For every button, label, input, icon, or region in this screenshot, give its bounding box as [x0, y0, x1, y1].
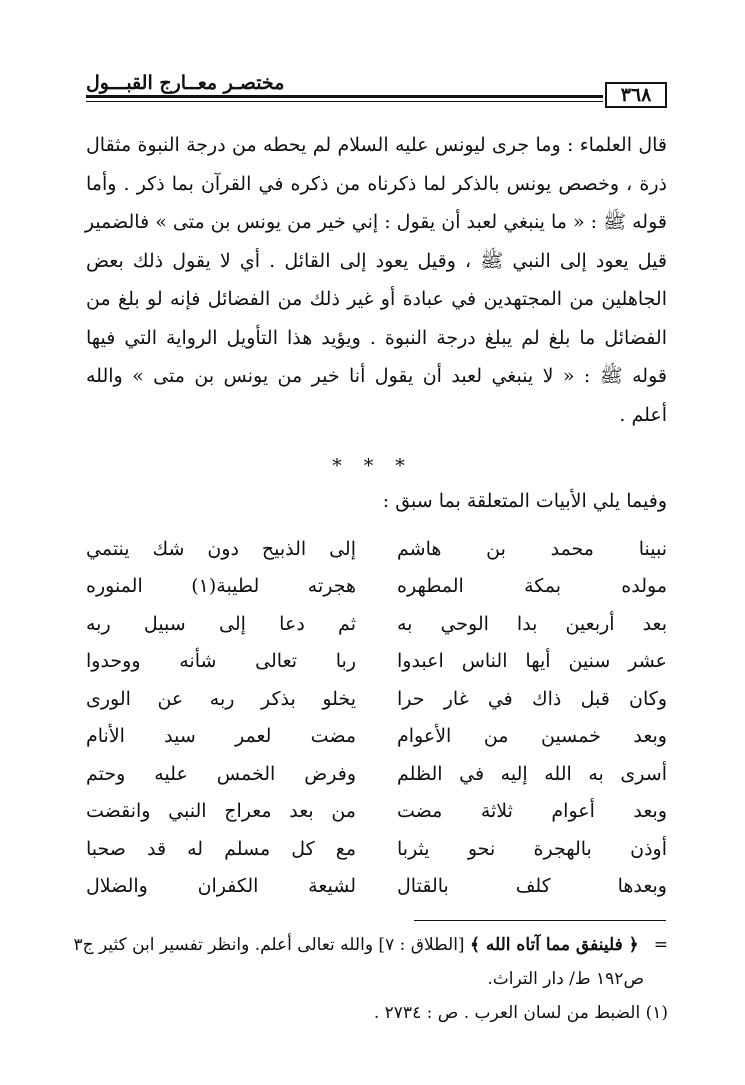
- paragraph-line: قوله ﷺ : « ما ينبغي لعبد أن يقول : إني خير من يونس بن متى » فالضمير: [84, 211, 667, 233]
- verse-first-hemistich: أوذن بالهجرة نحو يثربا: [397, 837, 667, 860]
- verse-row: [86, 605, 667, 643]
- verse-second-hemistich: لشيعة الكفران والضلال: [86, 875, 356, 898]
- footnote-continuation: [70, 928, 668, 962]
- quran-quote: ﴿ فلينفق مما آتاه الله ﴾: [469, 935, 639, 955]
- verse-second-hemistich: وفرض الخمس عليه وحتم: [86, 762, 356, 785]
- footnote-text: [الطلاق : ٧] والله تعالى أعلم. وانظر تفسير ابن كثير ج٣: [73, 935, 465, 955]
- page-number: ٣٦٨: [605, 82, 667, 108]
- verse-row: [86, 830, 667, 868]
- paragraph-line: ذرة ، وخصص يونس بالذكر لما ذكرناه من ذكره في القرآن بما ذكر . وأما: [86, 172, 667, 195]
- verse-second-hemistich: مضت لعمر سيد الأنام: [86, 725, 356, 748]
- footnote-rule: [414, 920, 666, 921]
- footnote-1-marker: (١): [645, 1003, 668, 1023]
- verse-first-hemistich: أسرى به الله إليه في الظلم: [397, 762, 667, 785]
- verse-first-hemistich: عشر سنين أيها الناس اعبدوا: [397, 650, 667, 673]
- body-paragraph: [86, 126, 667, 434]
- running-title: مختصـر معــارج القبـــول: [86, 72, 285, 94]
- verse-row: [86, 868, 667, 906]
- paragraph-line: أعلم .: [619, 403, 667, 426]
- paragraph-line: قوله ﷺ : « لا ينبغي لعبد أن يقول أنا خير من يونس بن متى » والله: [86, 365, 667, 387]
- verse-first-hemistich: نبينا محمد بن هاشم: [397, 537, 667, 560]
- verse-first-hemistich: وبعدها كلف بالقتال: [397, 875, 667, 898]
- verse-second-hemistich: هجرته لطيبة(١) المنوره: [86, 575, 356, 598]
- footnotes: [70, 928, 668, 1030]
- footnote-1: [70, 996, 668, 1030]
- verse-second-hemistich: ثم دعا إلى سبيل ربه: [86, 612, 356, 635]
- verse-second-hemistich: من بعد معراج النبي وانقضت: [86, 800, 356, 823]
- header-rule-thin: [86, 101, 603, 102]
- verse-row: [86, 718, 667, 756]
- header-rule-thick: [86, 95, 603, 98]
- section-separator: * * *: [332, 455, 413, 477]
- verse-row: [86, 680, 667, 718]
- verse-row: [86, 530, 667, 568]
- verse-second-hemistich: إلى الذبيح دون شك ينتمي: [86, 537, 356, 560]
- verse-first-hemistich: وبعد خمسين من الأعوام: [397, 725, 667, 748]
- verse-second-hemistich: ربا تعالى شأنه ووحدوا: [86, 650, 356, 673]
- verses-intro: وفيما يلي الأبيات المتعلقة بما سبق :: [382, 490, 667, 512]
- verse-first-hemistich: وكان قبل ذاك في غار حرا: [397, 687, 667, 710]
- page-header: [86, 68, 667, 110]
- paragraph-line: قيل يعود إلى النبي ﷺ ، وقيل يعود إلى القائل . أي لا يقول ذلك بعض: [86, 249, 667, 272]
- footnote-continuation-marker: =: [653, 935, 668, 955]
- paragraph-line: الفضائل ما بلغ لم يبلغ درجة النبوة . ويؤيد هذا التأويل الرواية التي فيها: [86, 326, 667, 349]
- paragraph-line: قال العلماء : وما جرى ليونس عليه السلام لم يحطه من درجة النبوة مثقال: [86, 134, 667, 156]
- verse-row: [86, 755, 667, 793]
- paragraph-line: الجاهلين من المجتهدين في عبادة أو غير ذلك من الفضائل فإنه لو بلغ من: [86, 288, 667, 310]
- verse-first-hemistich: مولده بمكة المطهره: [397, 575, 667, 598]
- verse-first-hemistich: بعد أربعين بدا الوحي به: [397, 612, 667, 635]
- verse-first-hemistich: وبعد أعوام ثلاثة مضت: [397, 800, 667, 823]
- footnote-continuation-line: ص١٩٢ ط/ دار التراث.: [487, 969, 644, 989]
- verse-row: [86, 568, 667, 606]
- verse-second-hemistich: مع كل مسلم له قد صحبا: [86, 837, 356, 860]
- verse-row: [86, 643, 667, 681]
- footnote-1-text: الضبط من لسان العرب . ص : ٢٧٣٤ .: [373, 1003, 641, 1023]
- verse-block: [86, 530, 667, 905]
- verse-row: [86, 793, 667, 831]
- verse-second-hemistich: يخلو بذكر ربه عن الورى: [86, 687, 356, 710]
